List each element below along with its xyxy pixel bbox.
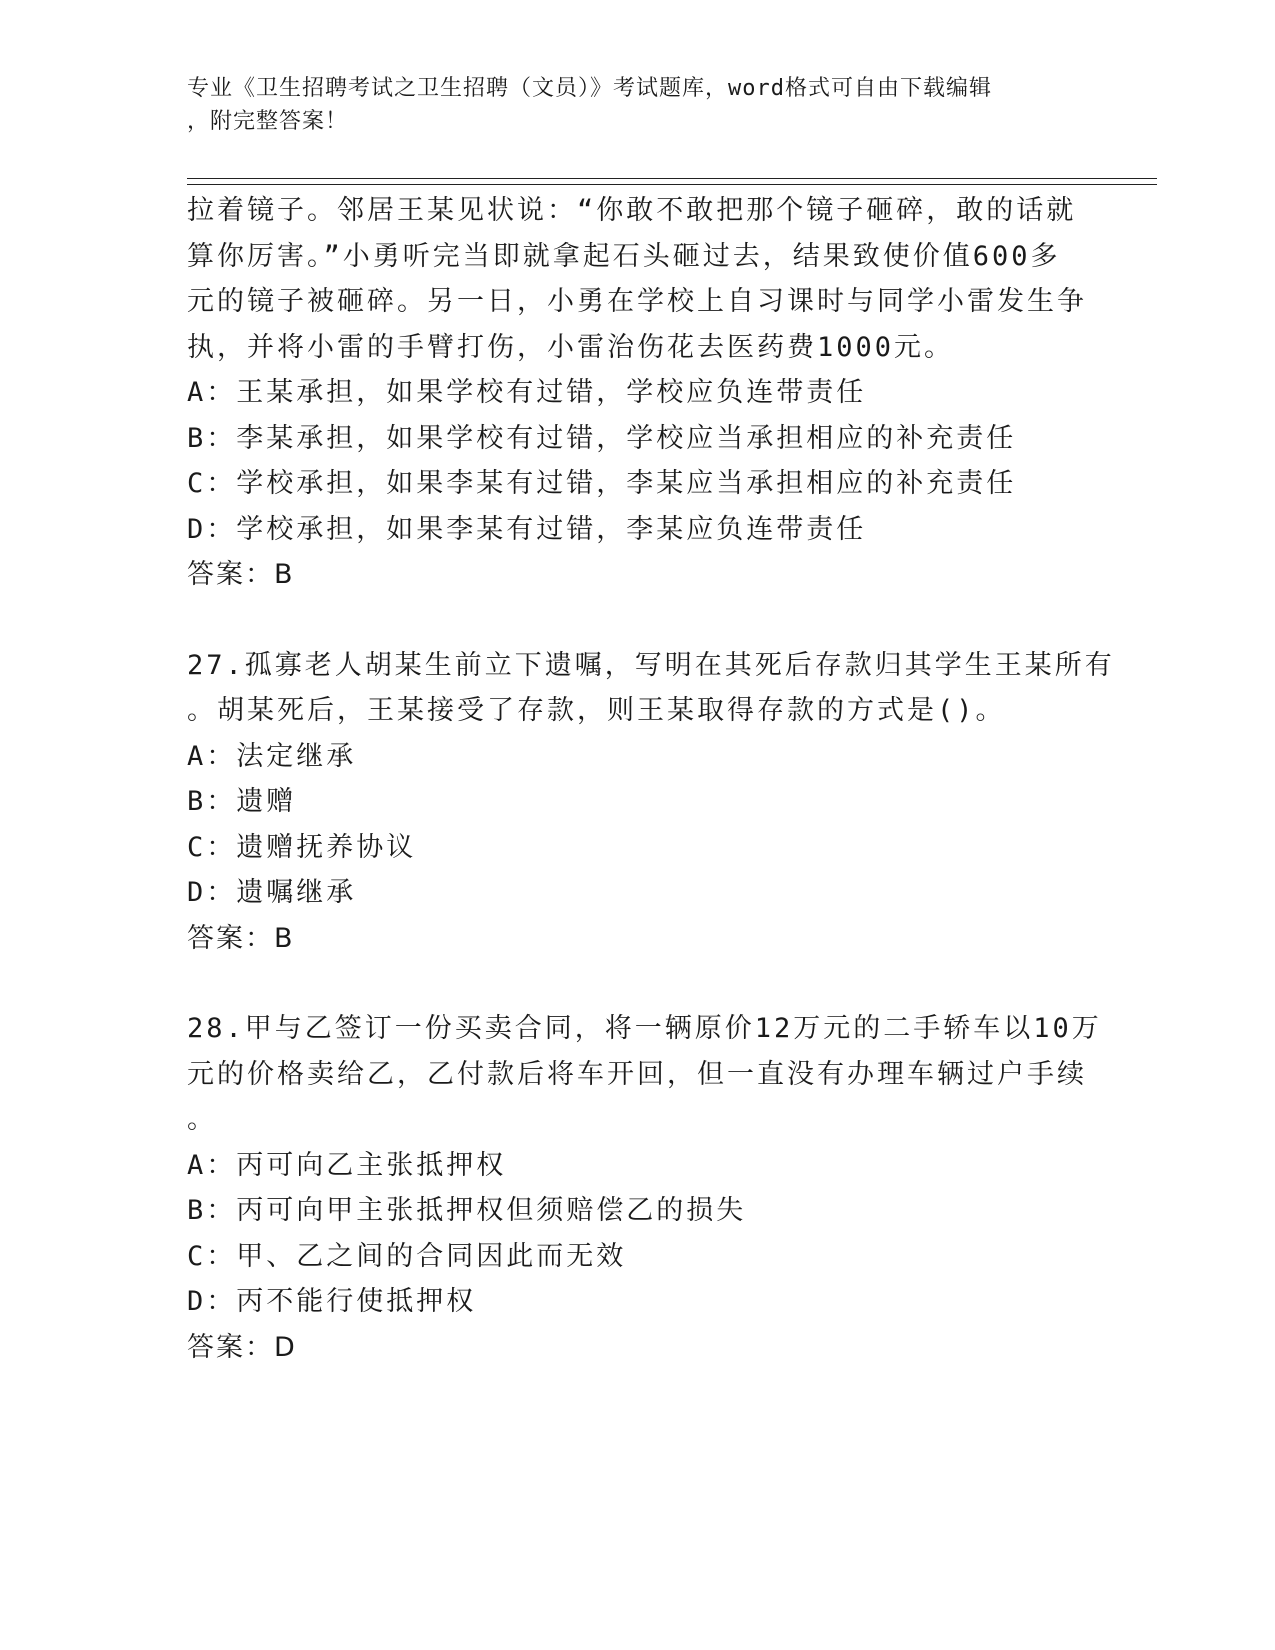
question-stem-line: 27.孤寡老人胡某生前立下遗嘱，写明在其死后存款归其学生王某所有 bbox=[187, 649, 1115, 681]
option-c: C：学校承担，如果李某有过错，李某应当承担相应的补充责任 bbox=[187, 468, 1017, 499]
answer: 答案：D bbox=[187, 1331, 297, 1363]
question-26 bbox=[187, 188, 1087, 598]
question-stem-line: 拉着镜子。邻居王某见状说：“你敢不敢把那个镜子砸碎，敢的话就 bbox=[187, 195, 1077, 226]
option-a: A：法定继承 bbox=[187, 740, 357, 772]
header-line-1: 专业《卫生招聘考试之卫生招聘（文员）》考试题库，word格式可自由下载编辑 bbox=[187, 76, 992, 101]
question-stem-line: 。胡某死后，王某接受了存款，则王某取得存款的方式是()。 bbox=[187, 695, 1006, 726]
option-d: D：学校承担，如果李某有过错，李某应负连带责任 bbox=[187, 513, 867, 545]
option-b: B：遗赠 bbox=[187, 786, 297, 817]
question-stem-line: 。 bbox=[187, 1104, 217, 1135]
page-header bbox=[187, 72, 1067, 138]
question-stem-line: 元的镜子被砸碎。另一日，小勇在学校上自习课时与同学小雷发生争 bbox=[187, 286, 1087, 317]
option-a: A：王某承担，如果学校有过错，学校应负连带责任 bbox=[187, 377, 867, 408]
header-divider-top bbox=[187, 178, 1157, 179]
header-divider-bottom bbox=[187, 184, 1157, 185]
header-line-2: ，附完整答案！ bbox=[187, 109, 349, 134]
question-stem-line: 28.甲与乙签订一份买卖合同，将一辆原价12万元的二手轿车以10万 bbox=[187, 1013, 1102, 1044]
option-a: A：丙可向乙主张抵押权 bbox=[187, 1149, 507, 1181]
question-28 bbox=[187, 1006, 1102, 1370]
question-27 bbox=[187, 643, 1115, 962]
option-b: B：李某承担，如果学校有过错，学校应当承担相应的补充责任 bbox=[187, 422, 1017, 454]
option-d: D：丙不能行使抵押权 bbox=[187, 1286, 477, 1317]
option-c: C：甲、乙之间的合同因此而无效 bbox=[187, 1240, 627, 1272]
spacer bbox=[187, 961, 1087, 1006]
option-c: C：遗赠抚养协议 bbox=[187, 831, 417, 863]
question-stem-line: 元的价格卖给乙，乙付款后将车开回，但一直没有办理车辆过户手续 bbox=[187, 1058, 1087, 1090]
question-stem-line: 算你厉害。”小勇听完当即就拿起石头砸过去，结果致使价值600多 bbox=[187, 240, 1061, 272]
spacer bbox=[187, 598, 1087, 643]
answer: 答案：B bbox=[187, 922, 295, 954]
question-stem-line: 执，并将小雷的手臂打伤，小雷治伤花去医药费1000元。 bbox=[187, 331, 955, 363]
option-b: B：丙可向甲主张抵押权但须赔偿乙的损失 bbox=[187, 1195, 747, 1226]
question-content bbox=[187, 188, 1115, 1370]
option-d: D：遗嘱继承 bbox=[187, 877, 357, 908]
answer: 答案：B bbox=[187, 559, 295, 590]
